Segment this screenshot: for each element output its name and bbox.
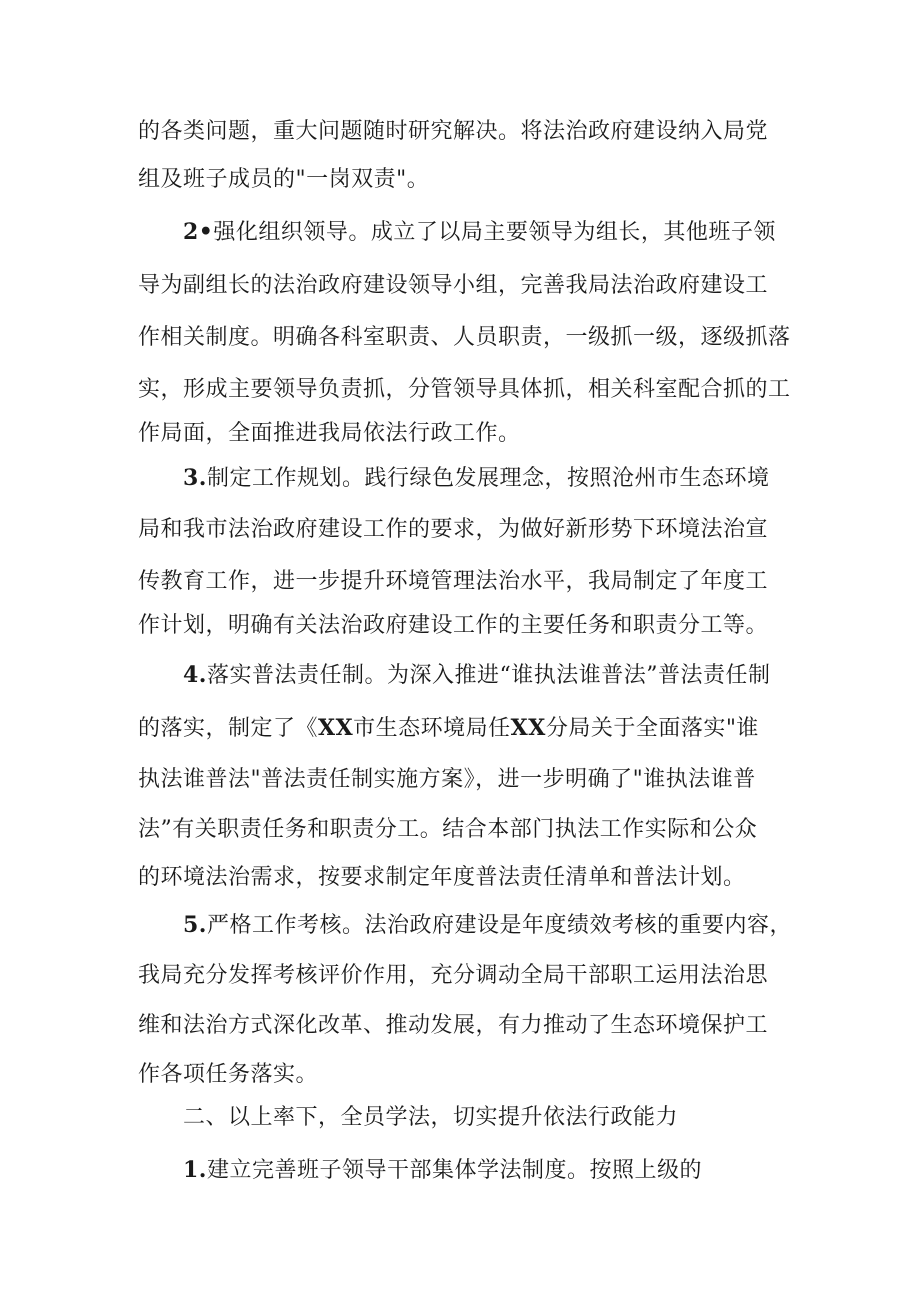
text-line: 法”有关职责任务和职责分工。结合本部门执法工作实际和公众 (138, 817, 758, 842)
section-heading: 二、以上率下，全员学法，切实提升依法行政能力 (183, 1105, 679, 1130)
text-line: 局和我市法治政府建设工作的要求，为做好新形势下环境法治宣 (138, 517, 769, 542)
xx-placeholder: XX (318, 715, 354, 741)
text-line: 执法谁普法"普法责任制实施方案》，进一步明确了"谁执法谁普 (138, 767, 756, 792)
text-line: 的环境法治需求，按要求制定年度普法责任清单和普法计划。 (138, 865, 746, 890)
item-number: 1. (183, 1157, 207, 1183)
item-number: 5. (183, 912, 207, 938)
xx-placeholder: XX (510, 715, 546, 741)
item-4-first-line: 4.落实普法责任制。为深入推进“谁执法谁普法”普法责任制 (0, 655, 920, 695)
text-line: 的落实，制定了《XX市生态环境局任XX分局关于全面落实"谁 (0, 708, 920, 748)
item-2-first-line: 2•强化组织领导。成立了以局主要领导为组长，其他班子领 (0, 212, 920, 252)
text-line: 导为副组长的法治政府建设领导小组，完善我局法治政府建设工 (138, 273, 769, 298)
text-line: 组及班子成员的"一岗双责"。 (138, 167, 430, 192)
text-line: 传教育工作，进一步提升环境管理法治水平，我局制定了年度工 (138, 569, 769, 594)
text-line: 作相关制度。明确各科室职责、人员职责，一级抓一级，逐级抓落 (138, 325, 791, 350)
text-line: 作计划，明确有关法治政府建设工作的主要任务和职责分工等。 (138, 613, 769, 638)
item-number: 3. (183, 465, 207, 491)
text-line: 维和法治方式深化改革、推动发展，有力推动了生态环境保护工 (138, 1013, 769, 1038)
text-line: 我局充分发挥考核评价作用，充分调动全局干部职工运用法治思 (138, 963, 769, 988)
text-line: 作局面，全面推进我局依法行政工作。 (138, 421, 521, 446)
item-number: 2• (183, 219, 214, 245)
item-3-first-line: 3.制定工作规划。践行绿色发展理念，按照沧州市生态环境 (0, 458, 920, 498)
item-1-first-line: 1.建立完善班子领导干部集体学法制度。按照上级的 (0, 1150, 920, 1190)
text-line: 作各项任务落实。 (138, 1062, 319, 1087)
item-5-first-line: 5.严格工作考核。法治政府建设是年度绩效考核的重要内容， (0, 905, 920, 945)
item-number: 4. (183, 662, 207, 688)
text-line: 的各类问题，重大问题随时研究解决。将法治政府建设纳入局党 (138, 119, 769, 144)
text-line: 实，形成主要领导负责抓，分管领导具体抓，相关科室配合抓的工 (138, 377, 791, 402)
